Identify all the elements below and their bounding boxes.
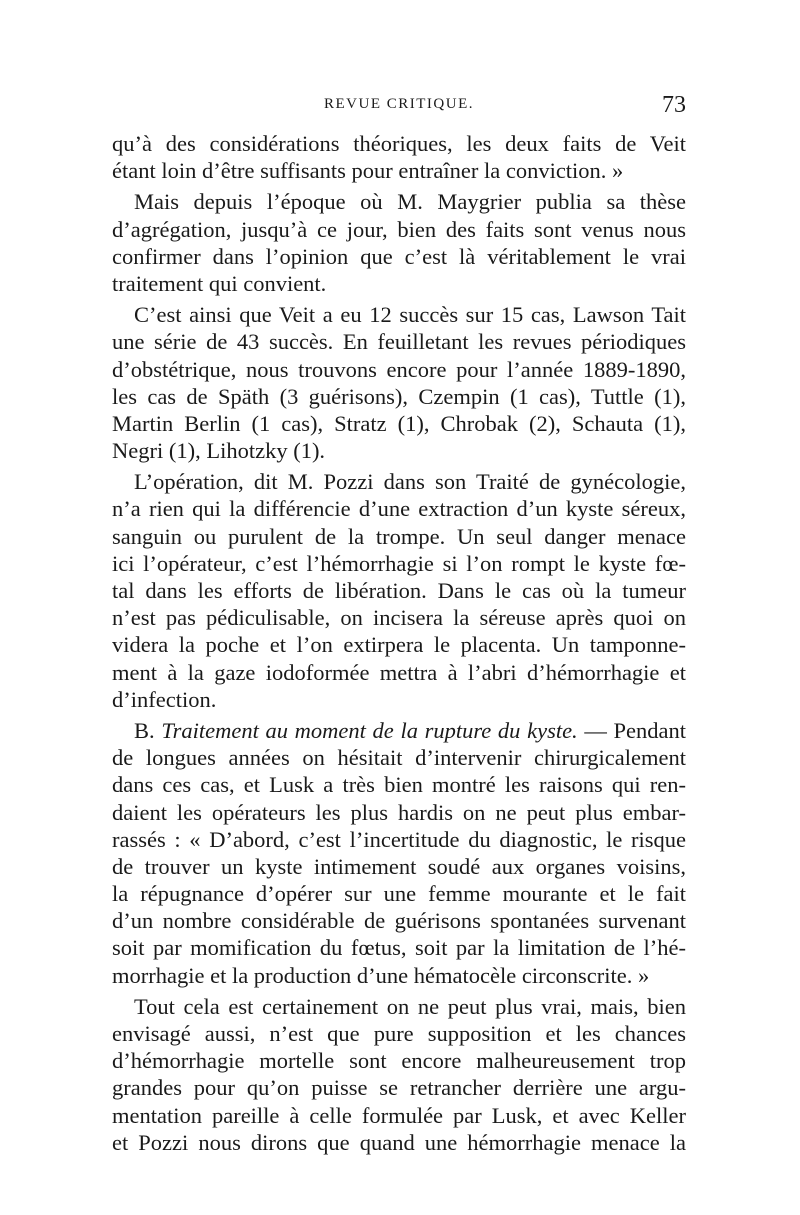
text-line: videra la poche et l’on extirpera le placenta. Un tamponne- [112, 632, 686, 658]
text-line: mentation pareille à celle formulée par Lusk, et avec Keller [112, 1102, 686, 1128]
text-line: grandes pour qu’on puisse se retrancher derrière une argu- [112, 1075, 686, 1101]
text-line: n’est pas pédiculisable, on incisera la séreuse après quoi on [112, 605, 686, 631]
text-line: et Pozzi nous dirons que quand une hémorrhagie menace la [112, 1129, 686, 1155]
text-line: d’un nombre considérable de guérisons spontanées survenant [112, 908, 686, 934]
paragraph [112, 717, 686, 989]
text-line: d’infection. [112, 686, 217, 712]
text-line: Tout cela est certainement on ne peut plus vrai, mais, bien [134, 993, 686, 1019]
text-line: soit par momification du fœtus, soit par la limitation de l’hé- [112, 935, 686, 961]
text-line: traitement qui convient. [112, 270, 327, 296]
text-line: n’a rien qui la différencie d’une extraction d’un kyste séreux, [112, 496, 686, 522]
text-line: confirmer dans l’opinion que c’est là véritablement le vrai [112, 243, 686, 269]
section-title: Traitement au moment de la rupture du kyste. [161, 717, 578, 743]
body-text [112, 130, 686, 1156]
text-line: qu’à des considérations théoriques, les deux faits de Veit [112, 131, 686, 156]
text-line: une série de 43 succès. En feuilletant les revues périodiques [112, 329, 686, 355]
text-line: morrhagie et la production d’une hématocèle circonscrite. » [112, 962, 650, 988]
text-line: de trouver un kyste intimement soudé aux organes voisins, [112, 853, 686, 879]
running-title: REVUE CRITIQUE. [324, 96, 474, 112]
running-head [112, 92, 686, 126]
text-line: sanguin ou purulent de la trompe. Un seul danger menace [112, 523, 686, 549]
text-line: d’agrégation, jusqu’à ce jour, bien des faits sont venus nous [112, 216, 686, 242]
text-line: d’hémorrhagie mortelle sont encore malheureusement trop [112, 1048, 686, 1074]
paragraph [112, 188, 686, 297]
text-line: tal dans les efforts de libération. Dans le cas où la tumeur [112, 578, 686, 603]
text-line: la répugnance d’opérer sur une femme mourante et le fait [112, 881, 686, 907]
section-label: B. [134, 717, 155, 743]
paragraph [112, 301, 686, 464]
text-line: envisagé aussi, n’est que pure supposition et les chances [112, 1021, 686, 1046]
section-heading-line [112, 717, 686, 744]
text-line: Martin Berlin (1 cas), Stratz (1), Chrobak (2), Schauta (1), [112, 410, 686, 436]
text-line: daient les opérateurs les plus hardis on ne peut plus embar- [112, 799, 686, 825]
section-heading-rest: — Pendant [584, 717, 687, 743]
text-line: dans ces cas, et Lusk a très bien montré les raisons qui ren- [112, 772, 686, 798]
text-line: Negri (1), Lihotzky (1). [112, 438, 326, 464]
text-line: ment à la gaze iodoformée mettra à l’abri d’hémorrhagie et [112, 659, 686, 685]
text-line: Mais depuis l’époque où M. Maygrier publia sa thèse [134, 189, 686, 215]
text-line: de longues années on hésitait d’intervenir chirurgicalement [112, 745, 686, 771]
paragraph [112, 993, 686, 1156]
text-line: ici l’opérateur, c’est l’hémorrhagie si l’on rompt le kyste fœ- [112, 550, 686, 576]
paragraph [112, 130, 686, 184]
text-line: d’obstétrique, nous trouvons encore pour l’année 1889-1890, [112, 356, 686, 382]
text-line: C’est ainsi que Veit a eu 12 succès sur 15 cas, Lawson Tait [134, 302, 686, 328]
paragraph [112, 468, 686, 713]
page-number: 73 [662, 92, 686, 118]
text-line: les cas de Späth (3 guérisons), Czempin (1 cas), Tuttle (1), [112, 383, 686, 409]
text-line: étant loin d’être suffisants pour entraîner la conviction. » [112, 158, 624, 184]
text-line: L’opération, dit M. Pozzi dans son Traité de gynécologie, [134, 469, 686, 495]
text-line: rassés : « D’abord, c’est l’incertitude du diagnostic, le risque [112, 826, 686, 852]
